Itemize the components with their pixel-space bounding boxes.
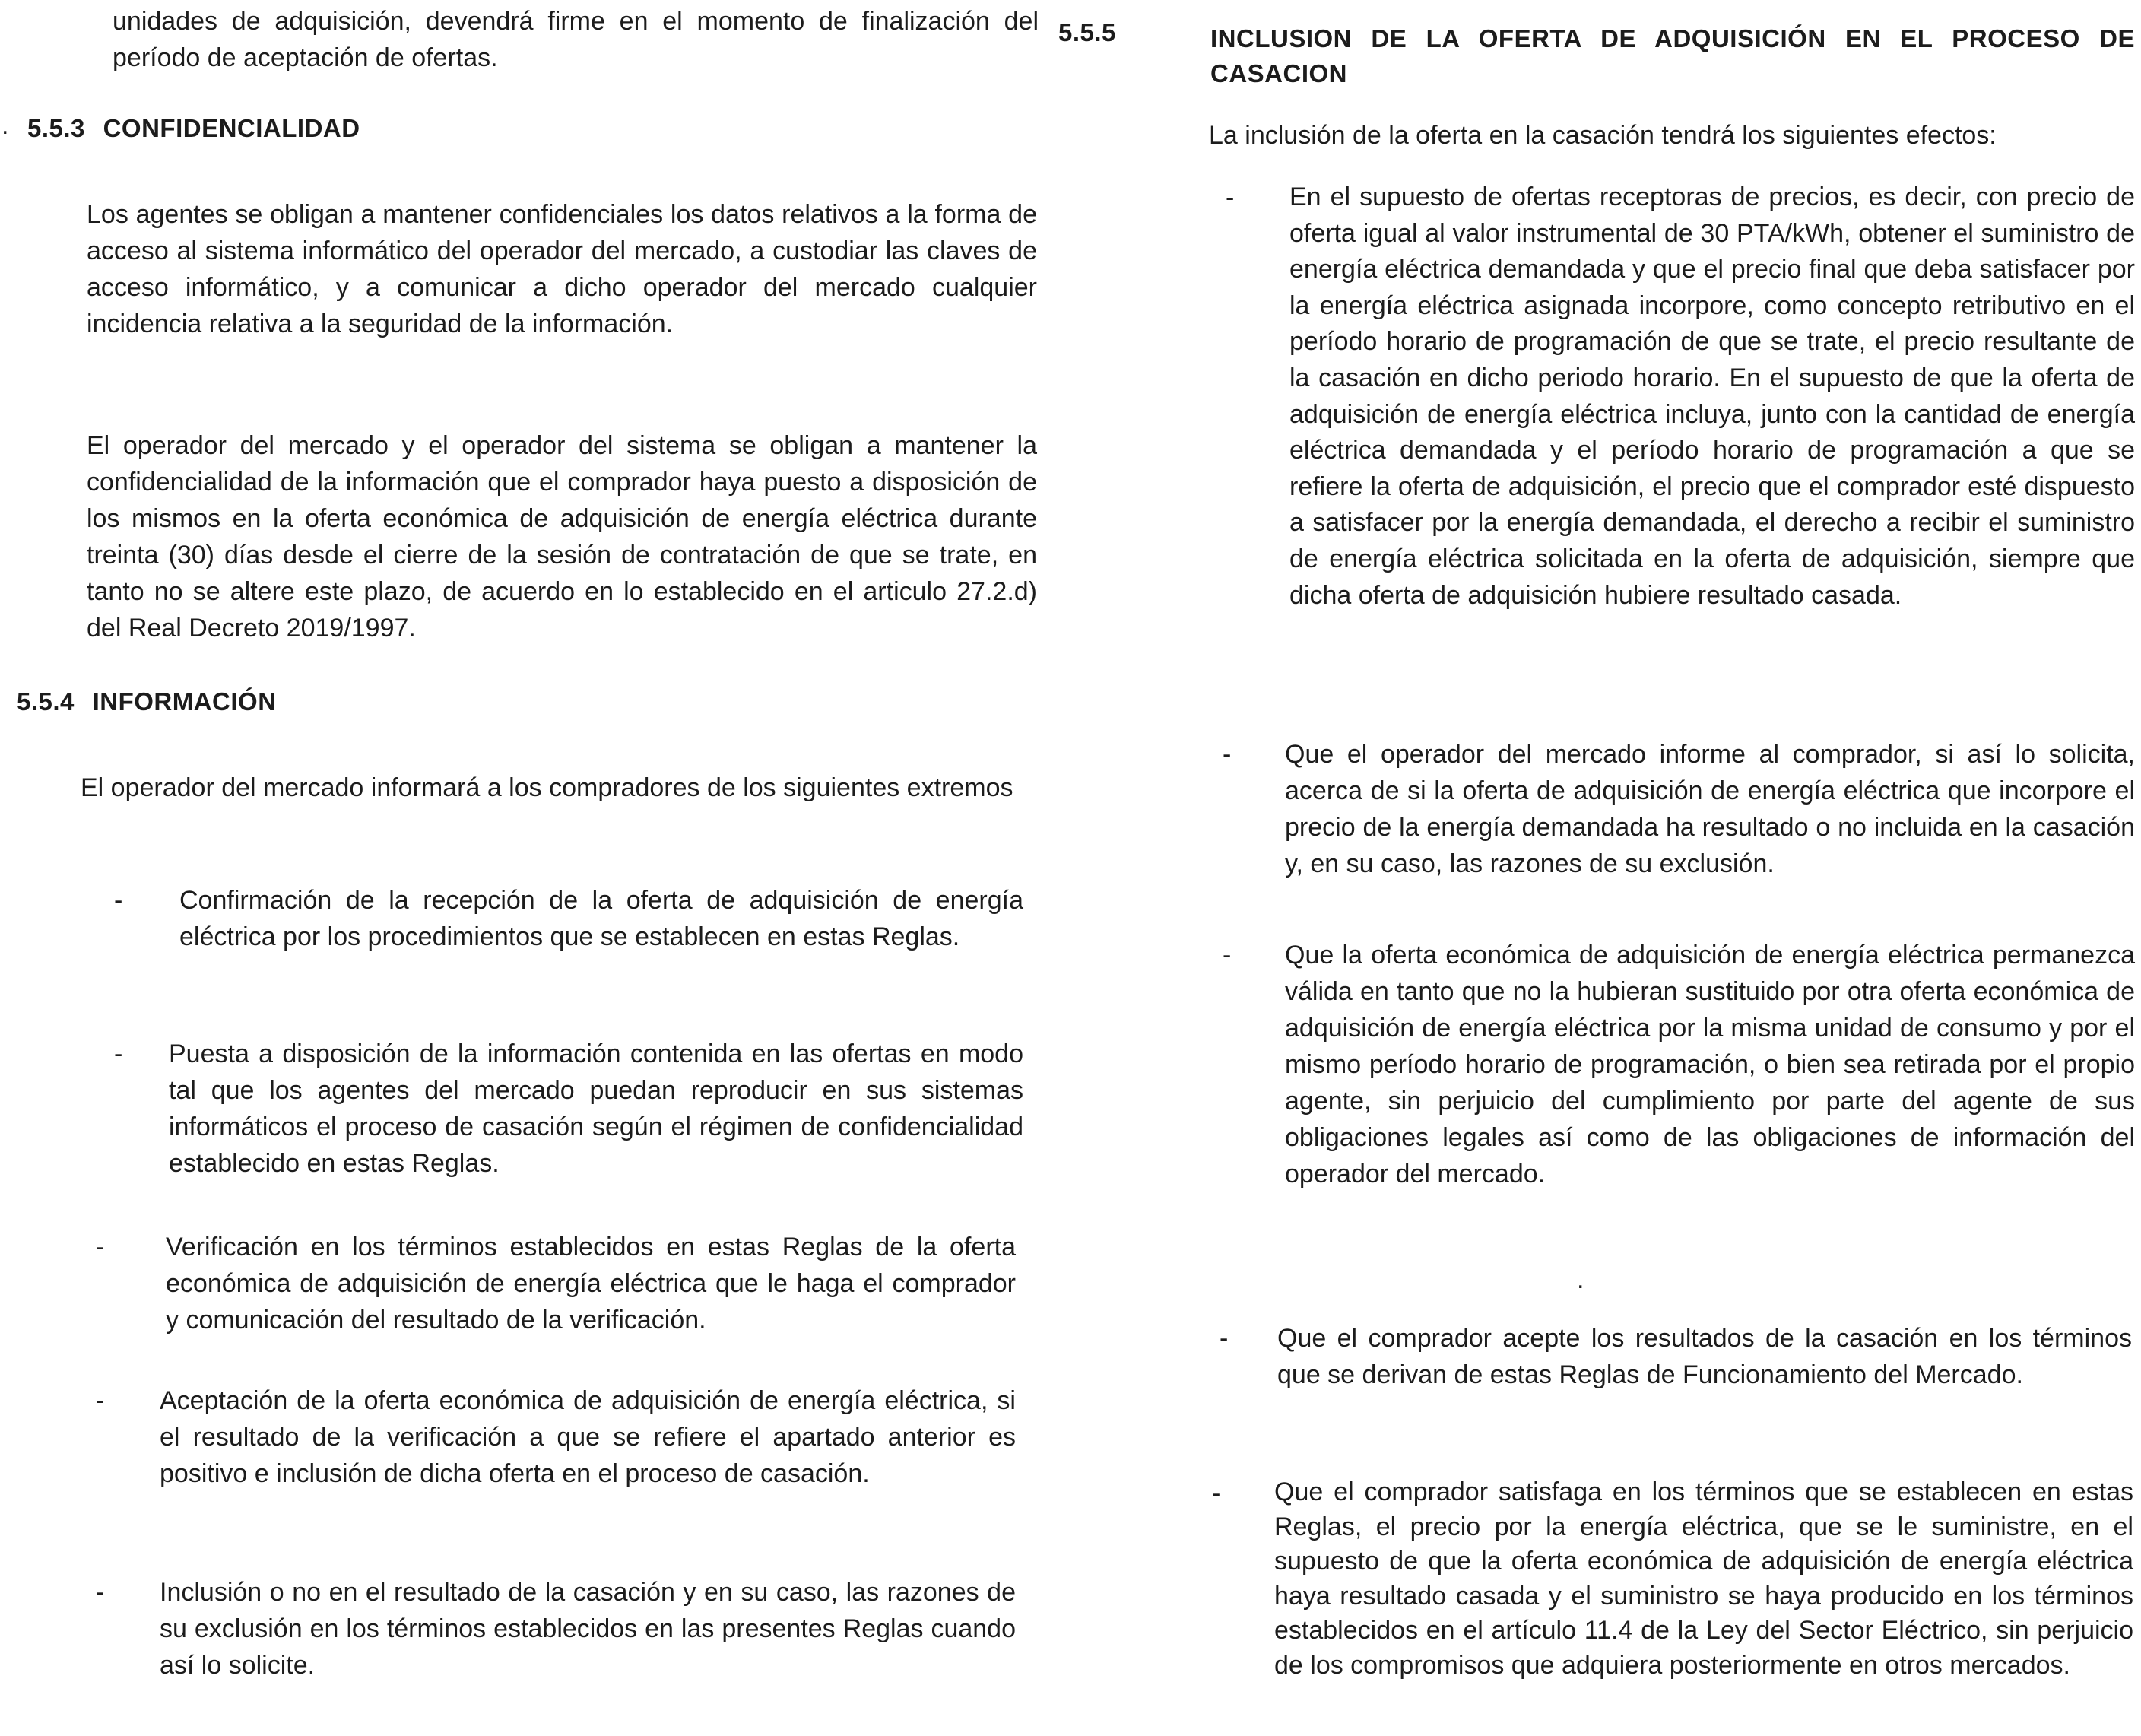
section-title: INCLUSION DE LA OFERTA DE ADQUISICIÓN EN EL PROCESO DE CASACION [1210,24,2135,87]
paragraph-confidentiality-1: Los agentes se obligan a mantener confidenciales los datos relativos a la forma de acceso al sistema informático del operador del mercado, a custodiar las claves de acceso informático, y a comunicar a dicho operador del mercado cualquier incidencia relativa a la seguridad de la información. [87,200,1037,338]
list-item-text: Puesta a disposición de la información contenida en las ofertas en modo tal que los agentes del mercado puedan reproducir en sus sistemas informáticos el proceso de casación según el régimen de confidencialidad establecido en estas Reglas. [169,1039,1023,1178]
section-number: 5.5.3 [27,114,85,142]
list-bullet: - [1212,1479,1221,1508]
list-item [1223,937,2135,1192]
list-bullet: - [96,1578,105,1607]
list-item [96,1574,1016,1684]
list-item-text: Inclusión o no en el resultado de la casación y en su caso, las razones de su exclusión en los términos establecidos en las presentes Reglas cuando así lo solicite. [160,1578,1016,1680]
list-bullet: - [114,1039,123,1068]
list-bullet: - [96,1233,105,1262]
list-bullet: - [1223,740,1232,769]
list-item-text: En el supuesto de ofertas receptoras de precios, es decir, con precio de oferta igual al valor instrumental de 30 PTA/kWh, obtener el suministro de energía eléctrica demandada y que el precio final que deba satisfacer por la energía eléctrica asignada incorpore, como concepto retributivo en el período horario de programación de que se trate, el precio resultante de la casación en dicho periodo horario. En el supuesto de que la oferta de adquisición de energía eléctrica incluya, junto con la cantidad de energía eléctrica demandada y el período horario de programación a que se refiere la oferta de adquisición, el precio que el comprador esté dispuesto a satisfacer por la energía demandada, el derecho a recibir el suministro de energía eléctrica solicitada en la oferta de adquisición, siempre que dicha oferta de adquisición hubiere resultado casada. [1289,182,2135,610]
stray-mark: . [2,111,9,140]
list-bullet: - [96,1386,105,1415]
list-bullet: - [114,886,123,915]
list-item-text: Que el comprador acepte los resultados de la casación en los términos que se derivan de estas Reglas de Funcionamiento del Mercado. [1277,1324,2132,1389]
list-item-text: Que la oferta económica de adquisición de energía eléctrica permanezca válida en tanto que no la hubieran sustituido por otra oferta económica de adquisición de energía eléctrica por la misma unidad de consumo y por el mismo período horario de programación, o bien sea retirada por el propio agente, sin perjuicio del cumplimiento por parte del agente de sus obligaciones legales así como de las obligaciones de información del operador del mercado. [1285,941,2135,1189]
section-number: 5.5.5 [1058,18,1116,46]
stray-mark: . [1577,1265,1584,1294]
section-title: CONFIDENCIALIDAD [103,114,360,142]
list-bullet: - [1226,183,1235,212]
list-item [96,1229,1016,1338]
paragraph-confidentiality-2: El operador del mercado y el operador del sistema se obligan a mantener la confidencialidad de la información que el comprador haya puesto a disposición de los mismos en la oferta económica de adquisición de energía eléctrica durante treinta (30) días desde el cierre de la sesión de contratación de que se trate, en tanto no se altere este plazo, de acuerdo en lo establecido en el articulo 27.2.d) del Real Decreto 2019/1997. [87,431,1037,643]
list-item [1220,1320,2132,1393]
continuation-paragraph: unidades de adquisición, devendrá firme en el momento de finalización del período de aceptación de ofertas. [113,7,1039,72]
section-title: INFORMACIÓN [92,687,277,716]
list-item-text: Que el comprador satisfaga en los términos que se establecen en estas Reglas, el precio por la energía eléctrica, que se le suministre, en el supuesto de que la oferta económica de adquisición de energía eléctrica haya resultado casada y el suministro se haya producido en los términos establecidos en el artículo 11.4 de la Ley del Sector Eléctrico, sin perjuicio de los compromisos que adquiera posteriormente en otros mercados. [1274,1477,2133,1680]
list-item [96,1382,1016,1492]
list-bullet: - [1223,941,1232,970]
list-item [1223,736,2135,882]
section-intro: El operador del mercado informará a los compradores de los siguientes extremos [81,773,1013,802]
list-item [114,1036,1023,1182]
section-number: 5.5.4 [17,687,75,716]
list-item [114,882,1023,955]
list-item-text: Aceptación de la oferta económica de adquisición de energía eléctrica, si el resultado de la verificación a que se refiere el apartado anterior es positivo e inclusión de dicha oferta en el proceso de casación. [160,1386,1016,1488]
list-item-text: Verificación en los términos establecidos en estas Reglas de la oferta económica de adquisición de energía eléctrica que le haga el comprador y comunicación del resultado de la verificación. [166,1233,1016,1335]
list-bullet: - [1220,1324,1229,1353]
section-heading-554 [17,687,277,716]
list-item [1212,1475,2133,1683]
list-item-text: Confirmación de la recepción de la oferta de adquisición de energía eléctrica por los procedimientos que se establecen en estas Reglas. [179,886,1023,951]
list-item-text: Que el operador del mercado informe al comprador, si así lo solicita, acerca de si la oferta de adquisición de energía eléctrica que incorpore el precio de la energía demandada ha resultado o no incluida en la casación y, en su caso, las razones de su exclusión. [1285,740,2135,878]
section-heading-553 [27,114,360,143]
section-intro: La inclusión de la oferta en la casación tendrá los siguientes efectos: [1209,121,1997,150]
list-item [1226,179,2135,614]
